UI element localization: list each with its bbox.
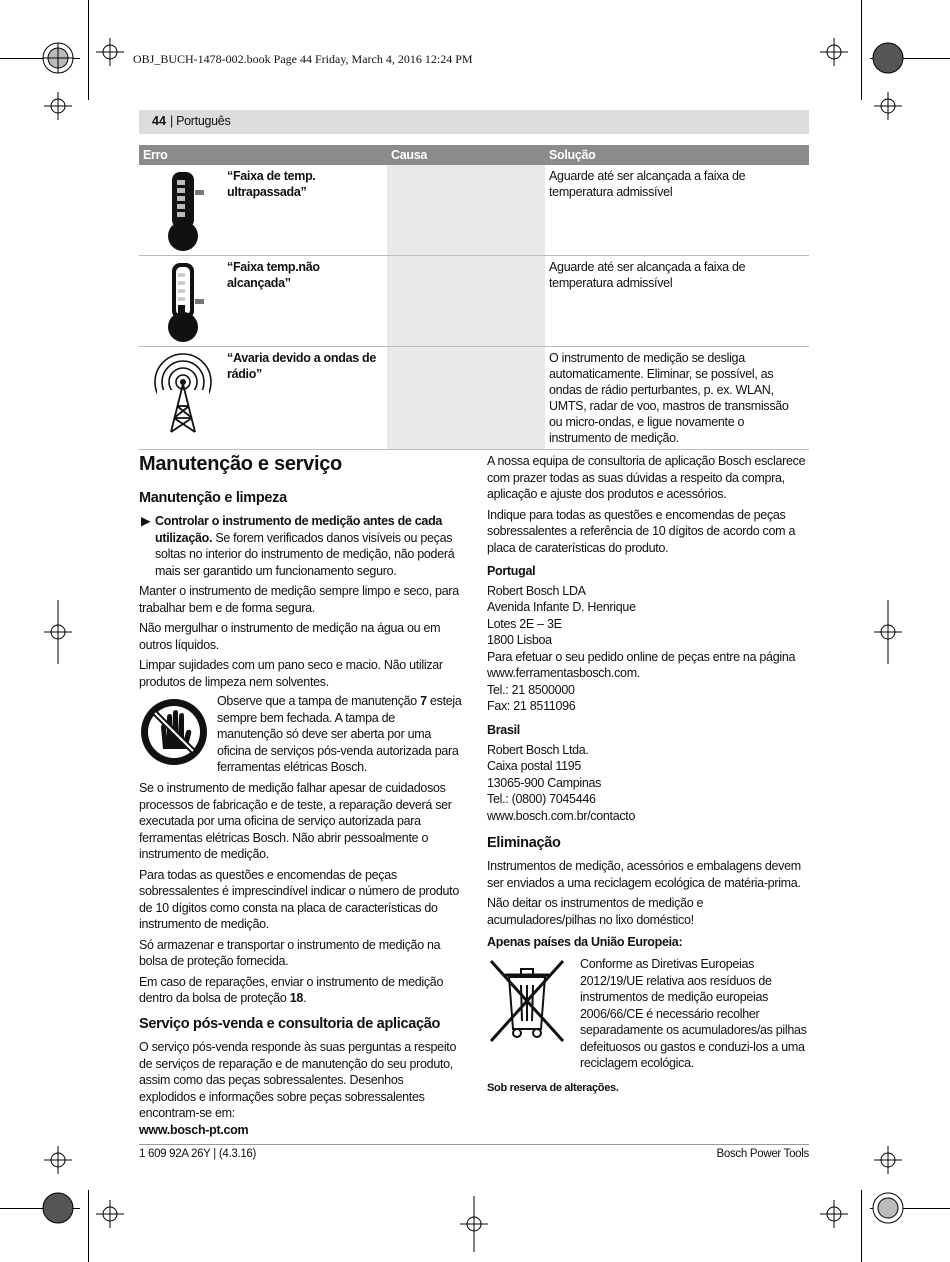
table-row: “Faixa de temp. ultrapassada” <box>139 165 387 256</box>
consulting-text: A nossa equipa de consultoria de aplicação Bosch esclarece com prazer todas as suas dúvidas a respeito da compra, aplicação e ajuste dos produtos e acessórios. Indique para todas as questões e encomendas de peças sobressalentes a referência de 10 dígitos de acordo com a placa de caraterísticas do produto. <box>487 454 806 555</box>
repair-text: Se o instrumento de medição falhar apesar de cuidadosos processos de fabricação e de teste, a reparação deverá ser executada por uma oficina de serviço autorizada para ferramentas elétricas Bosch. Não abrir pessoalmente o instrumento de medição. Para todas as questões e encomendas de peças sobressalentes é imprescindível indicar o número de produto de 10 dígitos como consta na placa de características do instrumento de medição. Só armazenar e transportar o instrumento de medição na bolsa de proteção fornecida. Em caso de reparações, enviar o instrumento de medição dentro da bolsa de proteção 18. <box>139 781 459 1005</box>
language-bar <box>139 110 809 134</box>
header-causa: Causa <box>387 145 545 165</box>
header-solucao: Solução <box>545 145 809 165</box>
table-row: “Faixa temp.não alcançada” <box>139 256 387 347</box>
service-text: O serviço pós-venda responde às suas perguntas a respeito de serviços de reparação e de manutenção do seu produto, assim como das peças sobressalentes. Desenhos explodidos e informações sobre peças sobressalentes encontram-se em: www.bosch-pt.com <box>139 1040 457 1137</box>
reserve-note: Sob reserva de alterações. <box>487 1082 619 1094</box>
weee-bin-icon <box>487 957 567 1045</box>
eu-directive-text: Conforme as Diretivas Europeias 2012/19/UE relativa aos resíduos de instrumentos de medição europeias 2006/66/CE é necessário recolher separadamente os acumuladores/as pilhas defeituosos ou gastos e conduzi-los a uma reciclagem ecológica. <box>580 957 807 1070</box>
footer-rule <box>139 1144 809 1145</box>
thermometer-low-icon <box>143 259 223 343</box>
subsection-title: Manutenção e limpeza <box>139 490 287 506</box>
portugal-address: Portugal Robert Bosch LDA Avenida Infante D. Henrique Lotes 2E – 3E 1800 Lisboa Para efetuar o seu pedido online de peças entre na página www.ferramentasbosch.com. Tel.: 21 8500000 Fax: 21 8511096 <box>487 564 796 713</box>
subsection-title: Eliminação <box>487 835 561 851</box>
brasil-address: Brasil Robert Bosch Ltda. Caixa postal 1195 13065-900 Campinas Tel.: (0800) 7045446 www.bosch.com.br/contacto <box>487 723 636 823</box>
radio-tower-icon <box>143 350 223 434</box>
thermometer-high-icon <box>143 168 223 252</box>
maintenance-cover-note: Observe que a tampa de manutenção 7 esteja sempre bem fechada. A tampa de manutenção só deve ser aberta por uma oficina de serviços pós-venda autorizada para ferramentas elétricas Bosch. <box>217 694 462 774</box>
section-title: Manutenção e serviço <box>139 453 342 475</box>
error-table: Erro Causa Solução “Faixa de temp. ultrapassada” Aguarde até ser alcançada a faixa de temperatura admissível “Faixa temp.não alcançada” Aguarde até ser alcançada a faixa de temperatura admissível “Avaria devido a ondas de rádio” O instrumento de medição se desliga automaticamente. Eliminar, se possível, as ondas de rádio perturbantes, p. ex. WLAN, UMTS, radar de voo, mastros de transmissão ou micro-ondas, e ligue novamente o instrumento de medição. <box>139 145 809 450</box>
no-touch-icon <box>139 697 209 767</box>
language-label: | Português <box>170 114 231 128</box>
footer-code: 1 609 92A 26Y | (4.3.16) <box>139 1148 257 1160</box>
page-number: 44 <box>152 114 166 128</box>
subsection-title: Serviço pós-venda e consultoria de aplicação <box>139 1016 441 1032</box>
table-row: “Avaria devido a ondas de rádio” <box>139 347 387 450</box>
maintenance-text: ▶ Controlar o instrumento de medição antes de cada utilização. Se forem verificados danos visíveis ou peças soltas no interior do instrumento de medição, não poderá mais ser garantido um funcionamento seguro. Manter o instrumento de medição sempre limpo e seco, para trabalhar bem e de forma segura. Não mergulhar o instrumento de medição na água ou em outros líquidos. Limpar sujidades com um pano seco e macio. Não utilizar produtos de limpeza nem solventes. <box>139 514 459 689</box>
bosch-pt-link[interactable]: www.bosch-pt.com <box>139 1122 249 1137</box>
print-header: OBJ_BUCH-1478-002.book Page 44 Friday, March 4, 2016 12:24 PM <box>133 52 473 66</box>
footer-brand: Bosch Power Tools <box>716 1148 809 1160</box>
disposal-text: Instrumentos de medição, acessórios e embalagens devem ser enviados a uma reciclagem ecológica de matéria-prima. Não deitar os instrumentos de medição e acumuladores/pilhas no lixo doméstico! Apenas países da União Europeia: <box>487 859 801 949</box>
header-erro: Erro <box>139 145 387 165</box>
